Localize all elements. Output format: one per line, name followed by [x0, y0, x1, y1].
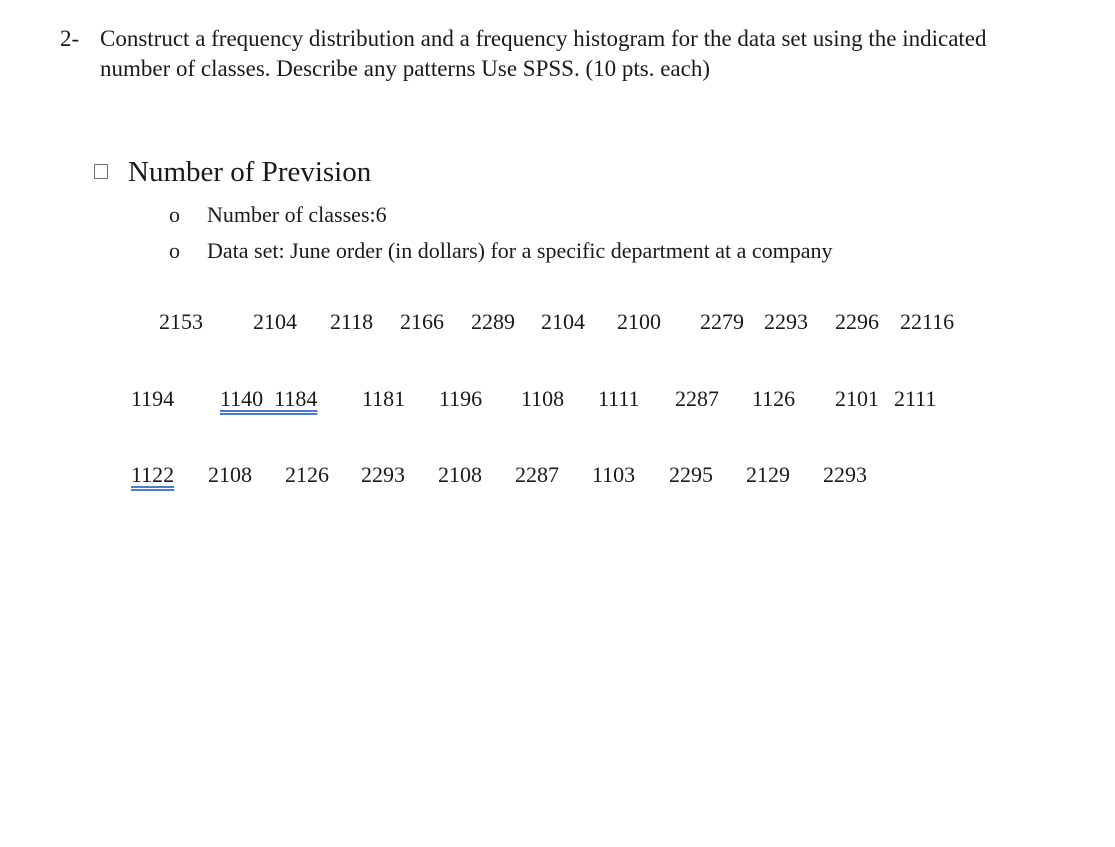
data-value: 2293	[361, 462, 405, 487]
data-value: 22116	[900, 309, 955, 334]
data-value: 1126	[752, 386, 796, 411]
data-value: 1108	[521, 386, 565, 411]
data-value: 2104	[253, 309, 297, 334]
data-value: 2166	[400, 309, 444, 334]
data-value: 2287	[675, 386, 719, 411]
data-value: 1111	[598, 386, 640, 411]
data-value: 2108	[208, 462, 252, 487]
question-number: 2-	[60, 26, 80, 51]
question-text-line-1: Construct a frequency distribution and a frequency histogram for the data set using the indicated	[100, 26, 987, 51]
data-value: 2104	[541, 309, 585, 334]
data-value: 2279	[700, 309, 744, 334]
data-value: 1194	[131, 386, 175, 411]
data-value: 2101	[835, 386, 879, 411]
data-value: 2295	[669, 462, 713, 487]
data-value: 1181	[362, 386, 406, 411]
data-value: 2100	[617, 309, 661, 334]
data-value: 2296	[835, 309, 879, 334]
data-value: 2153	[159, 309, 203, 334]
data-value: 2293	[823, 462, 867, 487]
question-text-line-2: number of classes. Describe any patterns Use SPSS. (10 pts. each)	[100, 56, 711, 81]
data-value: 2118	[330, 309, 374, 334]
data-value: 1103	[592, 462, 636, 487]
data-value: 1196	[439, 386, 483, 411]
data-value: 2293	[764, 309, 808, 334]
section-heading: Number of Prevision	[128, 156, 372, 188]
data-value-underlined: 1140 1184	[220, 386, 318, 411]
number-of-classes-text: Number of classes:6	[207, 202, 387, 227]
checkbox-bullet-icon	[94, 164, 108, 179]
sub-bullet-marker: o	[169, 202, 180, 227]
data-value: 2129	[746, 462, 790, 487]
data-value: 2287	[515, 462, 559, 487]
data-value-underlined: 1122	[131, 462, 175, 487]
data-value: 2108	[438, 462, 482, 487]
data-set-description-text: Data set: June order (in dollars) for a specific department at a company	[207, 238, 833, 263]
data-value: 2111	[894, 386, 937, 411]
data-value: 2289	[471, 309, 515, 334]
data-value: 2126	[285, 462, 329, 487]
sub-bullet-marker: o	[169, 238, 180, 263]
